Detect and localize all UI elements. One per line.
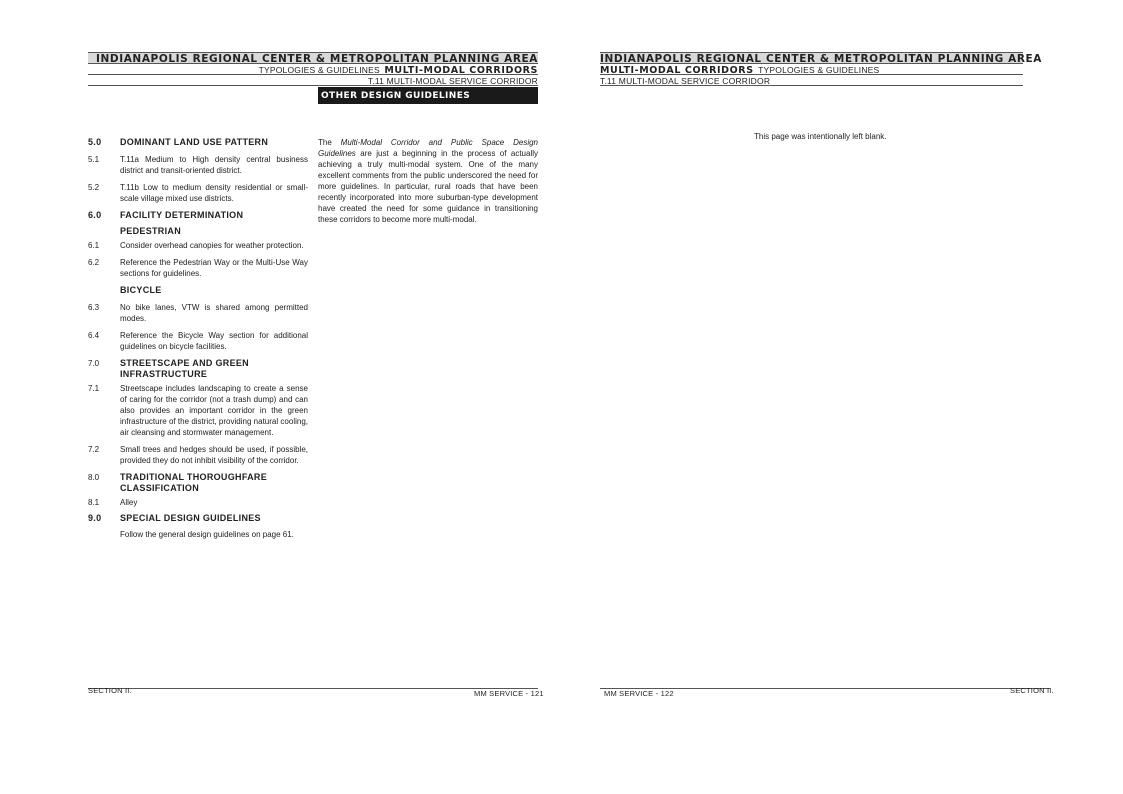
item-text: Streetscape includes landscaping to create a sense of caring for the corridor (not a trash dump) and can also provides an important corridor in the green infrastructure of the district, providing natural cooling, air cleansing and stormwater management. bbox=[120, 384, 308, 437]
item-text: DOMINANT LAND USE PATTERN bbox=[120, 137, 269, 147]
item-7-2 bbox=[88, 444, 308, 466]
intro-italic-title: Multi-Modal Corridor and Public Space Design Guidelines bbox=[318, 138, 539, 158]
item-8-1 bbox=[88, 497, 308, 508]
item-8-0 bbox=[88, 472, 308, 494]
right-page bbox=[562, 0, 1123, 794]
header-sub-suffix: TYPOLOGIES & GUIDELINES bbox=[758, 65, 880, 75]
left-page bbox=[0, 0, 561, 794]
item-number: 6.4 bbox=[88, 331, 100, 340]
item-9-note bbox=[88, 529, 308, 540]
item-7-0 bbox=[88, 358, 308, 380]
item-number: 6.1 bbox=[88, 241, 100, 250]
intro-paragraph bbox=[318, 137, 538, 225]
header-title: INDIANAPOLIS REGIONAL CENTER & METROPOLITAN PLANNING AREA bbox=[95, 53, 538, 65]
guidelines-column bbox=[88, 137, 308, 540]
item-number: 7.0 bbox=[88, 359, 100, 368]
item-text: Reference the Pedestrian Way or the Multi-Use Way sections for guidelines. bbox=[120, 258, 308, 278]
item-text: Consider overhead canopies for weather protection. bbox=[120, 241, 304, 250]
left-page-header bbox=[88, 52, 538, 85]
header-sub-bold: MULTI-MODAL CORRIDORS bbox=[384, 65, 538, 76]
intro-rest: are just a beginning in the process of actually achieving a truly multi-modal system. One of the many excellent comments from the public underscored the need for more guidelines. In particular, rural roads that have been recently incorporated into more suburban-type development have created the need for some guidance in transitioning these corridors to become more multi-modal. bbox=[318, 149, 538, 224]
item-text: FACILITY DETERMINATION bbox=[120, 210, 244, 220]
subhead-bicycle bbox=[88, 285, 308, 296]
item-text: Small trees and hedges should be used, if possible, provided they do not inhibit visibility of the corridor. bbox=[120, 445, 308, 465]
item-number: 6.3 bbox=[88, 303, 100, 312]
item-text: TRADITIONAL THOROUGHFARE CLASSIFICATION bbox=[120, 472, 268, 493]
item-number: 8.0 bbox=[88, 473, 100, 482]
right-footer-page: MM SERVICE - 122 bbox=[604, 689, 674, 698]
section-banner: OTHER DESIGN GUIDELINES bbox=[318, 87, 538, 104]
left-footer-section: SECTION II. bbox=[88, 686, 132, 695]
left-footer-rule bbox=[88, 688, 538, 689]
item-number: 9.0 bbox=[88, 513, 102, 523]
item-number: 5.1 bbox=[88, 155, 100, 164]
item-7-1 bbox=[88, 383, 308, 438]
header-title: INDIANAPOLIS REGIONAL CENTER & METROPOLITAN PLANNING AREA bbox=[600, 53, 1043, 65]
item-9-0 bbox=[88, 513, 308, 524]
item-6-3 bbox=[88, 302, 308, 324]
header-sub-bold: MULTI-MODAL CORRIDORS bbox=[600, 65, 754, 76]
item-number: 7.1 bbox=[88, 384, 100, 393]
item-6-0 bbox=[88, 210, 308, 221]
item-text: T.11b Low to medium density residential or small-scale village mixed use districts. bbox=[120, 183, 308, 203]
item-6-1 bbox=[88, 240, 308, 251]
item-text: No bike lanes, VTW is shared among permitted modes. bbox=[120, 303, 308, 323]
item-5-1 bbox=[88, 154, 308, 176]
header-corridor bbox=[88, 74, 538, 86]
item-5-0 bbox=[88, 137, 308, 148]
intro-lead: The bbox=[318, 138, 341, 147]
header-corridor-text: T.11 MULTI-MODAL SERVICE CORRIDOR bbox=[600, 76, 771, 86]
right-page-header bbox=[600, 52, 1043, 86]
header-corridor-text: T.11 MULTI-MODAL SERVICE CORRIDOR bbox=[367, 76, 538, 86]
item-text: PEDESTRIAN bbox=[120, 226, 182, 236]
item-number: 8.1 bbox=[88, 498, 100, 507]
item-5-2 bbox=[88, 182, 308, 204]
subhead-pedestrian bbox=[88, 226, 308, 237]
left-footer-page: MM SERVICE - 121 bbox=[474, 689, 544, 698]
item-text: Alley bbox=[120, 498, 138, 507]
item-text: STREETSCAPE AND GREEN INFRASTRUCTURE bbox=[120, 358, 249, 379]
right-footer-section: SECTION II. bbox=[1010, 686, 1054, 695]
item-number: 5.0 bbox=[88, 137, 102, 147]
item-text: Reference the Bicycle Way section for additional guidelines on bicycle facilities. bbox=[120, 331, 308, 351]
header-corridor bbox=[600, 74, 1023, 86]
item-text: T.11a Medium to High density central business district and transit-oriented district. bbox=[120, 155, 308, 175]
item-text: BICYCLE bbox=[120, 285, 162, 295]
item-number: 6.0 bbox=[88, 210, 102, 220]
item-number: 7.2 bbox=[88, 445, 100, 454]
item-number: 6.2 bbox=[88, 258, 100, 267]
item-6-4 bbox=[88, 330, 308, 352]
blank-page-note: This page was intentionally left blank. bbox=[754, 132, 887, 141]
item-text: Follow the general design guidelines on page 61. bbox=[120, 530, 294, 539]
item-6-2 bbox=[88, 257, 308, 279]
item-number: 5.2 bbox=[88, 183, 100, 192]
header-sub-prefix: TYPOLOGIES & GUIDELINES bbox=[258, 65, 380, 75]
item-text: SPECIAL DESIGN GUIDELINES bbox=[120, 513, 261, 523]
